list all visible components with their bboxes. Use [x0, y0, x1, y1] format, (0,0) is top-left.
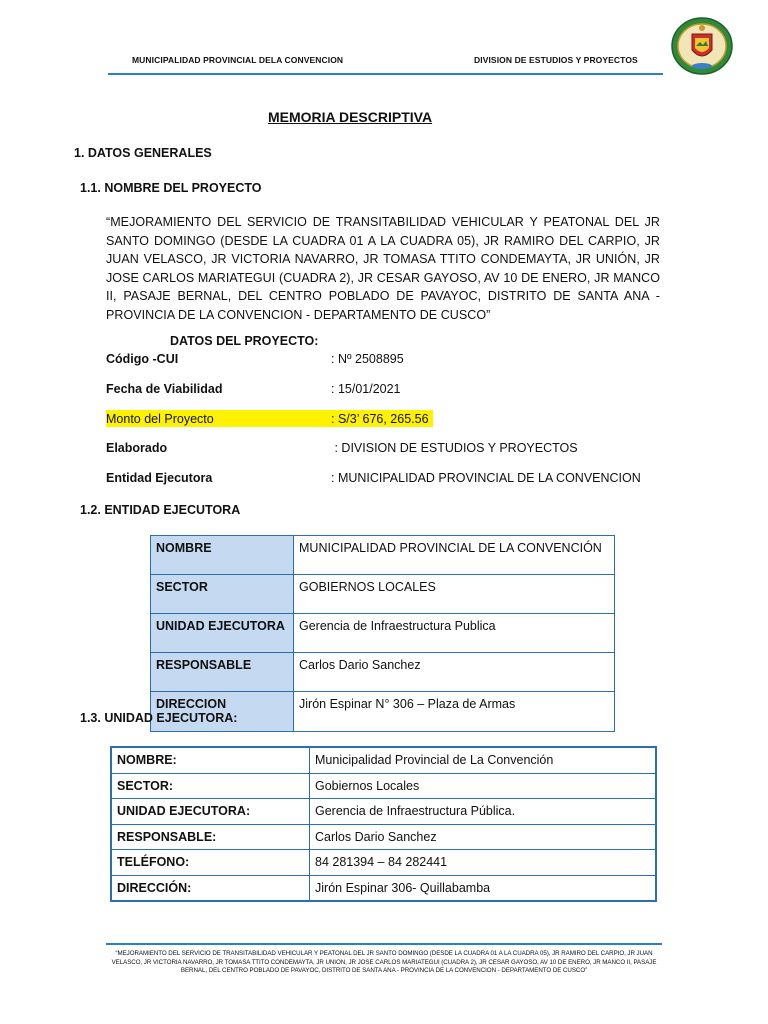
label-codigo-cui: Código -CUI: [106, 352, 179, 366]
table-key: TELÉFONO:: [111, 850, 310, 876]
footer-project-name: “MEJORAMIENTO DEL SERVICIO DE TRANSITABILIDAD VEHICULAR Y PEATONAL DEL JR SANTO DOMINGO (DESDE LA CUADRA 01 A LA CUADRA 05), JR RAMIRO DEL CARPIO, JR JUAN VELASCO, JR VICTORIA NAVARRO, JR TOMASA TTITO CONDEMAYTA, JR UNION, JR JOSE CARLOS MARIATEGUI (CUADRA 2), JR CESAR GAYOSO, AV 10 DE ENERO, JR MANCO II, PASAJE BERNAL, DEL CENTRO POBLADO DE PAVAYOC, DISTRITO DE SANTA ANA - PROVINCIA DE LA CONVENCION - DEPARTAMENTO DE CUSCO”: [111, 950, 657, 975]
table-value: Jirón Espinar N° 306 – Plaza de Armas: [294, 692, 615, 732]
entidad-ejecutora-table: [150, 535, 615, 732]
section-unidad-ejecutora: 1.3. UNIDAD EJECUTORA:: [80, 711, 238, 725]
section-datos-generales: 1. DATOS GENERALES: [74, 146, 212, 160]
table-row: [151, 653, 615, 692]
table-value: Carlos Dario Sanchez: [310, 824, 657, 850]
table-row: [111, 773, 656, 799]
header-division: DIVISION DE ESTUDIOS Y PROYECTOS: [474, 55, 638, 65]
table-key: RESPONSABLE:: [111, 824, 310, 850]
header-municipality: MUNICIPALIDAD PROVINCIAL DELA CONVENCION: [132, 55, 344, 65]
header-divider: [108, 73, 663, 75]
table-key: SECTOR: [151, 575, 294, 614]
table-key: DIRECCIÓN:: [111, 875, 310, 901]
value-elaborado: : DIVISION DE ESTUDIOS Y PROYECTOS: [331, 441, 578, 455]
table-value: Gerencia de Infraestructura Publica: [294, 614, 615, 653]
table-row: [111, 799, 656, 825]
project-name-paragraph: “MEJORAMIENTO DEL SERVICIO DE TRANSITABILIDAD VEHICULAR Y PEATONAL DEL JR SANTO DOMINGO (DESDE LA CUADRA 01 A LA CUADRA 05), JR RAMIRO DEL CARPIO, JR JUAN VELASCO, JR VICTORIA NAVARRO, JR TOMASA TTITO CONDEMAYTA, JR UNIÓN, JR JOSE CARLOS MARIATEGUI (CUADRA 2), JR CESAR GAYOSO, AV 10 DE ENERO, JR MANCO II, PASAJE BERNAL, DEL CENTRO POBLADO DE PAVAYOC, DISTRITO DE SANTA ANA - PROVINCIA DE LA CONVENCION - DEPARTAMENTO DE CUSCO”: [106, 215, 660, 322]
table-row: [151, 614, 615, 653]
value-fecha-viabilidad: : 15/01/2021: [331, 382, 401, 396]
table-value: Carlos Dario Sanchez: [294, 653, 615, 692]
table-key: UNIDAD EJECUTORA: [151, 614, 294, 653]
table-value: Gobiernos Locales: [310, 773, 657, 799]
table-key: DIRECCION: [151, 692, 294, 732]
table-key: NOMBRE:: [111, 747, 310, 773]
unidad-ejecutora-table: [110, 746, 657, 902]
table-key: UNIDAD EJECUTORA:: [111, 799, 310, 825]
table-key: RESPONSABLE: [151, 653, 294, 692]
table-value: Jirón Espinar 306- Quillabamba: [310, 875, 657, 901]
table-value: GOBIERNOS LOCALES: [294, 575, 615, 614]
table-row: [111, 850, 656, 876]
label-entidad-ejecutora: Entidad Ejecutora: [106, 471, 213, 485]
table-row: [111, 824, 656, 850]
label-fecha-viabilidad: Fecha de Viabilidad: [106, 382, 223, 396]
label-elaborado: Elaborado: [106, 441, 168, 455]
label-monto-proyecto: Monto del Proyecto: [106, 412, 214, 426]
table-row: [111, 875, 656, 901]
section-entidad-ejecutora: 1.2. ENTIDAD EJECUTORA: [80, 503, 241, 517]
section-nombre-proyecto: 1.1. NOMBRE DEL PROYECTO: [80, 181, 262, 195]
table-value: Municipalidad Provincial de La Convención: [310, 747, 657, 773]
value-codigo-cui: : Nº 2508895: [331, 352, 404, 366]
table-row: [151, 536, 615, 575]
footer-divider: [106, 943, 662, 945]
value-entidad-ejecutora: : MUNICIPALIDAD PROVINCIAL DE LA CONVENCION: [331, 471, 641, 485]
table-value: MUNICIPALIDAD PROVINCIAL DE LA CONVENCIÓN: [294, 536, 615, 575]
table-value: Gerencia de Infraestructura Pública.: [310, 799, 657, 825]
document-title: MEMORIA DESCRIPTIVA: [267, 109, 433, 125]
table-value: 84 281394 – 84 282441: [310, 850, 657, 876]
table-key: NOMBRE: [151, 536, 294, 575]
municipal-seal-icon: [670, 16, 734, 76]
project-data-title: DATOS DEL PROYECTO:: [170, 334, 319, 348]
table-row: [111, 747, 656, 773]
table-key: SECTOR:: [111, 773, 310, 799]
table-row: [151, 575, 615, 614]
value-monto-proyecto: : S/3’ 676, 265.56: [331, 412, 429, 426]
